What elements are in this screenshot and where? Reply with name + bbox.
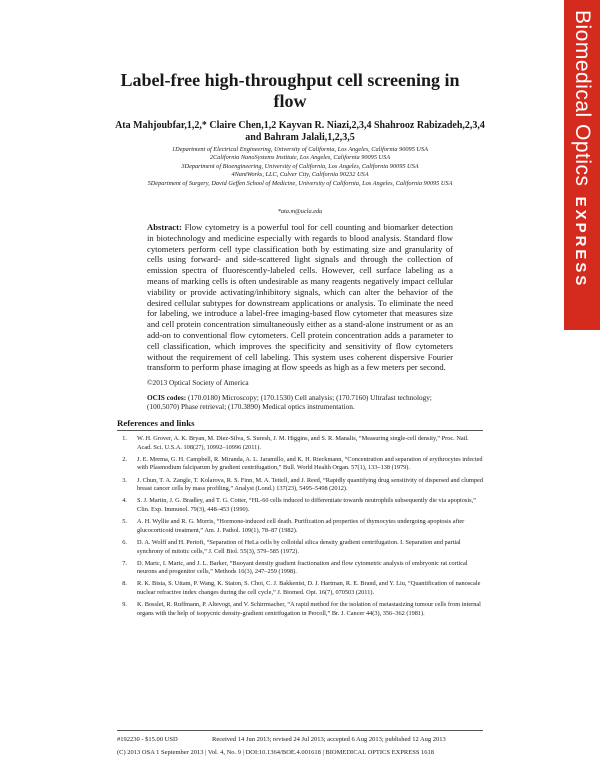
reference-text: R. K. Bista, S. Uttam, P. Wang, K. Staton, S. Choi, C. J. Bakkenist, D. J. Hartman, R. E. Brand, and Y. Liu, “Quantification of nanoscale nuclear refractive index changes during the cell cycle,” J. Biomed. Opt. 16(7), 070503 (2011).	[137, 580, 481, 597]
reference-item	[117, 477, 483, 494]
reference-list	[117, 435, 483, 622]
references-divider	[117, 430, 483, 431]
ocis-text: (170.0180) Microscopy; (170.1530) Cell analysis; (170.7160) Ultrafast technology; (100.5070) Phase retrieval; (170.3890) Medical optics instrumentation.	[147, 393, 432, 412]
journal-subtitle: EXPRESS	[572, 196, 589, 289]
footer-dates: Received 14 Jun 2013; revised 24 Jul 2013; accepted 6 Aug 2013; published 12 Aug 2013	[212, 736, 446, 743]
copyright-notice: ©2013 Optical Society of America	[147, 378, 249, 387]
reference-number: 3.	[122, 476, 127, 484]
reference-number: 6.	[122, 538, 127, 546]
reference-item	[117, 580, 483, 597]
reference-item	[117, 456, 483, 473]
abstract-label: Abstract:	[147, 222, 182, 232]
affiliation-4: 4NantWorks, LLC, Culver City, California 90232 USA	[231, 171, 369, 179]
footer-divider	[117, 730, 483, 731]
reference-text: D. A. Wolff and H. Pertoft, “Separation of HeLa cells by colloidal silica density gradient centrifugation. I. Separation and partial synchrony of mitotic cells,” J. Cell Biol. 55(3), 579–585 (1972).	[137, 538, 461, 555]
reference-text: W. H. Grover, A. K. Bryan, M. Diez-Silva, S. Suresh, J. M. Higgins, and S. R. Manalis, “Measuring single-cell density,” Proc. Natl. Acad. Sci. U.S.A. 108(27), 10992–10996 (2011).	[137, 435, 469, 451]
affiliation-5: 5Department of Surgery, David Geffen School of Medicine, University of California, Los Angeles, California 90095 USA	[147, 179, 453, 187]
affiliations	[115, 146, 485, 188]
references-heading: References and links	[117, 418, 195, 428]
journal-title: Biomedical Optics	[571, 10, 594, 187]
ocis-label: OCIS codes:	[147, 393, 187, 402]
reference-item	[117, 539, 483, 556]
affiliation-2: 2California NanoSystems Institute, Los Angeles, California 90095 USA	[209, 154, 391, 162]
corresponding-email[interactable]: *ata.m@ucla.edu	[277, 208, 323, 215]
reference-text: K. Bosslet, R. Ruffmann, P. Altevogt, and V. Schirrmacher, “A rapid method for the isolation of metastasizing tumour cells from internal organs with the help of isopycnic density-gradient centrifugation in Percoll,” Br. J. Cancer 44(3), 356–362 (1981).	[137, 601, 481, 617]
reference-item	[117, 601, 483, 618]
footer-price: #192230 - $15.00 USD	[117, 736, 178, 743]
reference-number: 9.	[122, 601, 127, 609]
journal-logo	[570, 10, 594, 320]
reference-text: J. E. Mrema, G. H. Campbell, R. Miranda, A. L. Jaramillo, and K. H. Rieckmann, “Concentration and separation of erythrocytes infected with Plasmodium falciparum by gradient centrifugation,” Bull. World Health Organ. 57(1), 133–138 (1979).	[137, 455, 483, 472]
reference-item	[117, 560, 483, 577]
reference-number: 2.	[122, 455, 127, 463]
reference-text: J. Chun, T. A. Zangle, T. Kolarova, R. S. Finn, M. A. Teitell, and J. Reed, “Rapidly quantifying drug sensitivity of dispersed and clumped breast cancer cells by mass profiling,” Analyst (Lond.) 137(23), 5495–5498 (2012).	[137, 476, 483, 493]
reference-number: 5.	[122, 518, 127, 526]
affiliation-3: 3Department of Bioengineering, University of California, Los Angeles, California 90095 USA	[181, 162, 419, 170]
reference-text: A. H. Wyllie and R. G. Morris, “Hormone-induced cell death. Purification ad properties of thymocytes undergoing apoptosis after glucocorticoid treatment,” Am. J. Pathol. 109(1), 78–87 (1982).	[137, 518, 465, 534]
journal-banner	[564, 0, 600, 330]
reference-text: D. Maric, I. Maric, and J. L. Barker, “Buoyant density gradient fractionation and flow cytometric analysis of embryonic rat cortical neurons and progenitor cells,” Methods 16(3), 247–259 (1998).	[137, 559, 468, 576]
footer-citation: (C) 2013 OSA 1 September 2013 | Vol. 4, No. 9 | DOI:10.1364/BOE.4.001618 | BIOMEDICAL OPTICS EXPRESS 1618	[117, 749, 435, 756]
reference-number: 4.	[122, 497, 127, 505]
affiliation-1: 1Department of Electrical Engineering, University of California, Los Angeles, California 90095 USA	[172, 146, 428, 153]
ocis-codes	[147, 393, 453, 412]
reference-item	[117, 518, 483, 535]
abstract	[147, 222, 453, 373]
reference-text: S. J. Martin, J. G. Bradley, and T. G. Cotter, “HL-60 cells induced to differentiate towards neutrophils subsequently die via apoptosis,” Clin. Exp. Immunol. 79(3), 448–453 (1990).	[137, 497, 476, 513]
reference-number: 1.	[122, 435, 127, 442]
abstract-text: Flow cytometry is a powerful tool for cell counting and biomarker detection in biotechnology and medicine especially with regards to blood analysis. Standard flow cytometers perform cell type classification both by estimating size and granularity of cells using forward- and side-scattered light signals and through the collection of emission spectra of fluorescently-labeled cells. However, cell surface labeling as a means of marking cells is often undesirable as many reagents negatively impact cellular viability or provide activating/inhibitory signals, which can alter the behavior of the desired cellular subtypes for downstream applications or analysis. To eliminate the need for labeling, we introduce a label-free imaging-based flow cytometer that measures size and cell protein concentration simultaneously either as a stand-alone instrument or as an add-on to conventional flow cytometers. Cell protein concentration adds a parameter to cell classification, which improves the specificity and sensitivity of flow cytometers without the requirement of cell labeling. This system uses coherent dispersive Fourier transform to perform phase imaging at flow speeds as high as a few meters per second.	[147, 222, 453, 373]
reference-item	[117, 497, 483, 514]
reference-number: 7.	[122, 559, 127, 567]
author-list: Ata Mahjoubfar,1,2,* Claire Chen,1,2 Kayvan R. Niazi,2,3,4 Shahrooz Rabizadeh,2,3,4 and Bahram Jalali,1,2,3,5	[115, 120, 485, 143]
footer-line-1	[117, 736, 446, 743]
reference-number: 8.	[122, 580, 127, 588]
reference-item	[117, 435, 483, 452]
article-title: Label-free high-throughput cell screening in flow	[120, 70, 460, 111]
